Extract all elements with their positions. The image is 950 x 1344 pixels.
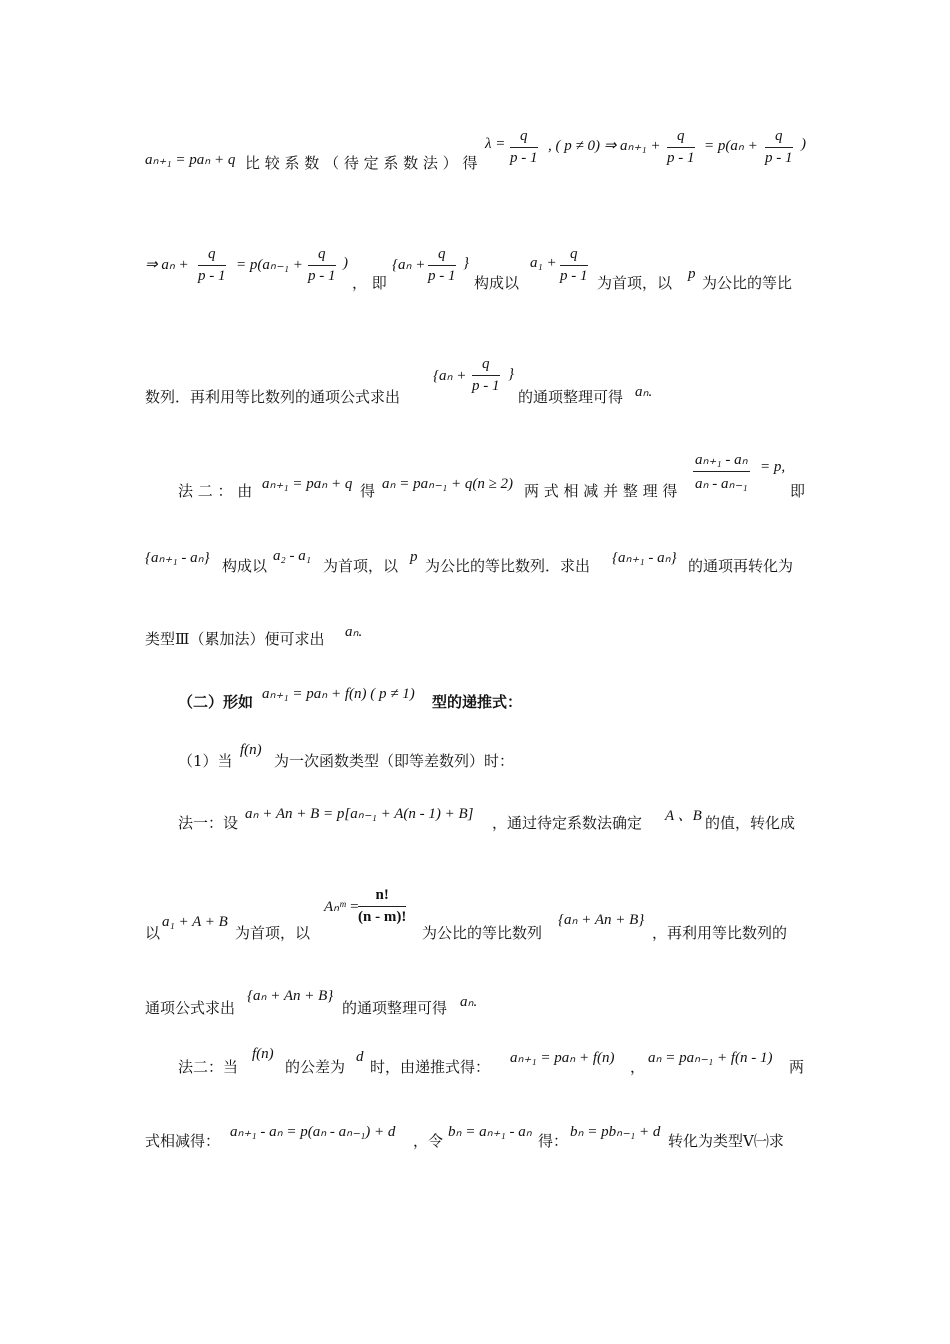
equation-part: = p, xyxy=(760,459,786,475)
equation-part: bₙ = pbₙ₋₁ + d xyxy=(570,1124,661,1140)
line-10-text: 为首项，以 xyxy=(235,924,311,942)
line-2-text: 为公比的等比 xyxy=(702,274,793,292)
term-an: aₙ. xyxy=(460,994,478,1010)
term-an: aₙ. xyxy=(345,624,363,640)
fraction: $\frac{\text{aₙ₊₁ - aₙ}}{\text{aₙ - aₙ₋₁}}$ xyxy=(695,452,748,492)
equation-part: bₙ = aₙ₊₁ - aₙ xyxy=(448,1124,532,1140)
line-2-text: 构成以 xyxy=(474,274,520,292)
equation-part: a₁ + A + B xyxy=(162,914,228,930)
equation-part: {aₙ₊₁ - aₙ} xyxy=(145,550,210,566)
recurrence-formula: aₙ₊₁ = paₙ + q xyxy=(145,152,236,168)
equation-part: aₙ₊₁ - aₙ = p(aₙ - aₙ₋₁) + d xyxy=(230,1124,396,1140)
equation-part: ) xyxy=(343,255,348,271)
set-brace-open: {aₙ + xyxy=(433,368,467,384)
line-5-text: 为首项，以 xyxy=(323,557,399,575)
equation-part: a₂ - a₁ xyxy=(273,548,311,564)
equation-part: = p(aₙ + xyxy=(704,138,758,154)
line-2-text: ， 即 xyxy=(352,274,387,292)
equation-part: {aₙ₊₁ - aₙ} xyxy=(612,550,677,566)
line-4-text: 两 式 相 减 并 整 理 得 xyxy=(524,482,678,500)
ratio-p: p xyxy=(688,266,696,282)
line-13-text: ，令 xyxy=(413,1132,444,1150)
line-5-text: 构成以 xyxy=(222,557,268,575)
line-9-text: 的值，转化成 xyxy=(705,814,796,832)
function-fn: f(n) xyxy=(252,1046,274,1062)
heading-text: （二）形如 xyxy=(178,693,254,711)
equation-part: = p(aₙ₋₁ + xyxy=(236,257,303,273)
equation-part: aₙ₊₁ = paₙ + f(n) xyxy=(510,1050,615,1066)
fraction: $\frac{q}{p - 1}$ xyxy=(510,128,538,166)
line-5-text: 为公比的等比数列．求出 xyxy=(425,557,591,575)
set-brace-close: } xyxy=(508,366,514,382)
fraction: $\frac{q}{p - 1}$ xyxy=(428,246,456,284)
line-3-text: 的通项整理可得 xyxy=(518,388,624,406)
line-13-text: 得： xyxy=(538,1132,569,1150)
equation-part: ⇒ aₙ + xyxy=(145,257,189,273)
equation-part: A 、B xyxy=(665,808,702,824)
line-3-text: 数列．再利用等比数列的通项公式求出 xyxy=(145,388,401,406)
line-9-text: 法一：设 xyxy=(178,814,239,832)
equation-part: {aₙ + An + B} xyxy=(247,988,334,1004)
function-fn: f(n) xyxy=(240,742,262,758)
fraction: $\frac{q}{p - 1}$ xyxy=(765,128,793,166)
lambda-label: λ = xyxy=(485,136,506,152)
line-1-text: 比 较 系 数 （ 待 定 系 数 法 ） 得 xyxy=(245,154,478,172)
equation-part: a₁ + xyxy=(530,255,557,271)
common-difference-d: d xyxy=(356,1049,364,1065)
line-13-text: 式相减得： xyxy=(145,1132,221,1150)
line-8-text: 为一次函数类型（即等差数列）时： xyxy=(274,752,515,770)
fraction: $\frac{n!}{(n - m)!}$ xyxy=(358,887,407,925)
equation-part: aₙ + An + B = p[aₙ₋₁ + A(n - 1) + B] xyxy=(245,806,474,822)
line-12-text: 的公差为 xyxy=(285,1058,346,1076)
line-12-text: ， xyxy=(630,1058,646,1076)
set-brace-open: {aₙ + xyxy=(392,257,426,273)
heading-text: 型的递推式： xyxy=(432,693,523,711)
ratio-p: p xyxy=(410,549,418,565)
line-12-text: 两 xyxy=(789,1058,805,1076)
fraction: $\frac{q}{p - 1}$ xyxy=(198,246,226,284)
line-8-text: （1）当 xyxy=(178,752,233,770)
line-10-text: 以 xyxy=(145,924,161,942)
equation-part: aₙ₊₁ = paₙ + f(n) ( p ≠ 1) xyxy=(262,686,415,702)
set-brace-close: } xyxy=(463,255,469,271)
line-11-text: 的通项整理可得 xyxy=(342,999,448,1017)
term-an: aₙ. xyxy=(635,384,653,400)
line-4-text: 即 xyxy=(790,482,806,500)
equation-part: aₙ₊₁ = paₙ + q xyxy=(262,476,353,492)
fraction: $\frac{q}{p - 1}$ xyxy=(667,128,695,166)
line-9-text: ，通过待定系数法确定 xyxy=(492,814,643,832)
equation-part: Aₙᵐ = xyxy=(324,899,360,915)
line-12-text: 时，由递推式得： xyxy=(370,1058,491,1076)
line-13-text: 转化为类型Ⅴ㈠求 xyxy=(668,1132,784,1150)
line-6-text: 类型Ⅲ（累加法）便可求出 xyxy=(145,630,325,648)
equation-part: aₙ = paₙ₋₁ + f(n - 1) xyxy=(648,1050,773,1066)
fraction: $\frac{q}{p - 1}$ xyxy=(308,246,336,284)
line-12-text: 法二：当 xyxy=(178,1058,239,1076)
equation-part: aₙ = paₙ₋₁ + q(n ≥ 2) xyxy=(382,476,514,492)
line-11-text: 通项公式求出 xyxy=(145,999,236,1017)
fraction: $\frac{q}{p - 1}$ xyxy=(560,246,588,284)
line-4-text: 得 xyxy=(360,482,376,500)
fraction: $\frac{q}{p - 1}$ xyxy=(472,356,500,394)
line-5-text: 的通项再转化为 xyxy=(688,557,794,575)
line-2-text: 为首项，以 xyxy=(597,274,673,292)
equation-part: , ( p ≠ 0) ⇒ aₙ₊₁ + xyxy=(548,138,661,154)
line-4-text: 法 二 ： 由 xyxy=(178,482,253,500)
equation-part: {aₙ + An + B} xyxy=(558,912,645,928)
line-10-text: ，再利用等比数列的 xyxy=(652,924,788,942)
line-10-text: 为公比的等比数列 xyxy=(422,924,543,942)
equation-part: ) xyxy=(801,136,806,152)
